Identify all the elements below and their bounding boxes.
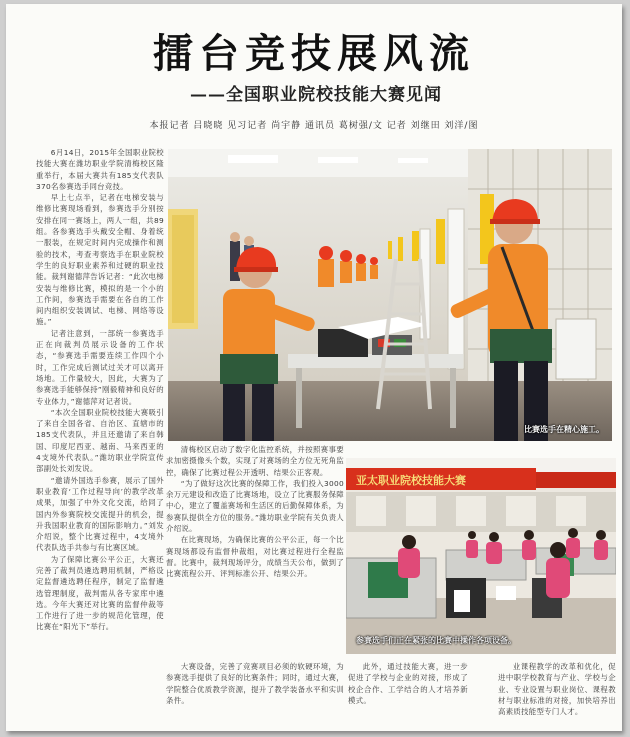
paragraph: 在比赛现场，为确保比赛的公平公正，每一个比赛现场都设有监督仲裁组，对比赛过程进行全程监督。比赛中，裁判现场评分，成绩当天公布，做到了比赛流程公开、评判标准公开、结果公开。 bbox=[166, 535, 344, 579]
hall-banner-text: 亚太职业院校技能大赛 bbox=[356, 474, 466, 487]
photo-elevator-scene bbox=[168, 149, 612, 441]
photo-elevator-competition bbox=[168, 149, 612, 441]
article-column-middle bbox=[166, 444, 344, 662]
bottom-column-3 bbox=[498, 661, 616, 721]
paragraph: 记者注意到，一部统一参赛选手正在向裁判员展示设备的工作状态，“参赛选手需要连续工作四个小时，工作完成后测试过关才可以离开场地。工作量较大，因此，大赛为了参赛选手能够保持”刚毅精神和良好的专业体力，”谢德萍对记者说。 bbox=[36, 328, 164, 406]
subheadline: ——全国职业院校技能大赛见闻 bbox=[190, 85, 442, 105]
byline: 本报记者 吕晓晓 见习记者 尚宇静 通讯员 葛树强/文 记者 刘继田 刘洋/图 bbox=[149, 121, 479, 131]
photo-competition-hall bbox=[346, 458, 616, 654]
article-column-left bbox=[36, 147, 164, 729]
paragraph: 6月14日，2015年全国职业院校技能大赛在潍坊职业学院清梅校区隆重举行，本届大赛共有185支代表队370名参赛选手同台竞技。 bbox=[36, 148, 164, 191]
paragraph: 清梅校区启动了数字化监控系统，并按照赛事要求加密摄像头个数，实现了对赛场的全方位无死角监控，确保了比赛过程公开透明、结果公正客观。 bbox=[166, 445, 344, 477]
paragraph: 此外，通过技能大赛，进一步促进了学校与企业的对接，形成了校企合作、工学结合的人才培养新模式。 bbox=[348, 662, 468, 705]
paragraph: 早上七点半，记者在电梯安装与维修比赛现场看到，参赛选手分别按安排在同一赛场上，两人一组，共89组。各参赛选手头戴安全帽、身着统一服装，在规定时间内完成操作和测验的技术，考查考察选手在职业院校学生的良好职业素养和过硬的职业技能。裁判谢德萍告诉记者：“此次电梯安装与维修比赛，模拟的是一个小的工作间，参赛选手需要在各自的工作间内组织安装调试、电梯、网络等设施。” bbox=[36, 193, 164, 327]
paragraph: “为了做好这次比赛的保障工作，我们投入3000余万元建设和改造了比赛场地，设立了比赛服务保障中心，建立了覆盖赛场和生活区的后勤保障体系，为参赛队提供全方位的服务。”潍坊职业学院有关负责人介绍说。 bbox=[166, 478, 344, 534]
photo1-caption: 比赛选手在精心施工。 bbox=[524, 425, 604, 434]
photo2-caption: 参赛选手们正在紧张的比赛中操作各项设备。 bbox=[356, 636, 516, 645]
paragraph: “邀请外国选手参赛，展示了国外职业教育‘工作过程导向’的教学改革成果，加强了中外文化交流，给同了国内外参赛院校交流提升的机会，提升我国职业教育的国际影响力。”刘发介绍说，整个比赛过程中，4支境外代表队选手共参与有比赛区域。 bbox=[36, 475, 164, 553]
paragraph: “本次全国职业院校技能大赛吸引了来自全国各省、自治区、直辖市的185支代表队，并且还邀请了来自韩国、印度尼西亚、越南、马来西亚的4支境外代表队。”潍坊职业学院宣传部副处长刘发说。 bbox=[36, 407, 164, 474]
paragraph: 业课程教学的改革和优化，促进中职学校教育与产业、学校与企业、专业设置与职业岗位、课程教材与职业标准的对接，加快培养出高素质技能型专门人才。 bbox=[498, 662, 616, 717]
newspaper-page bbox=[6, 4, 622, 731]
bottom-column-1 bbox=[166, 661, 344, 721]
bottom-column-2 bbox=[348, 661, 468, 721]
paragraph: 大赛设备，完善了竞赛项目必须的软硬环境，为参赛选手提供了良好的比赛条件；同时，通过大赛，学院整合优质教学资源，提升了教学装备水平和实训条件。 bbox=[166, 662, 344, 705]
paragraph: 为了保障比赛公平公正，大赛还完善了裁判员遴选聘用机制，严格设定监督遴选聘任程序，制定了监督遴选管理制度，裁判需从各专家库中遴选。今年大赛还对比赛的监督仲裁等工作进行了进一步的规范化管理，使比赛在“阳光下”举行。 bbox=[36, 554, 164, 632]
photo-hall-scene bbox=[346, 458, 616, 654]
headline: 擂台竞技展风流 bbox=[153, 30, 475, 77]
